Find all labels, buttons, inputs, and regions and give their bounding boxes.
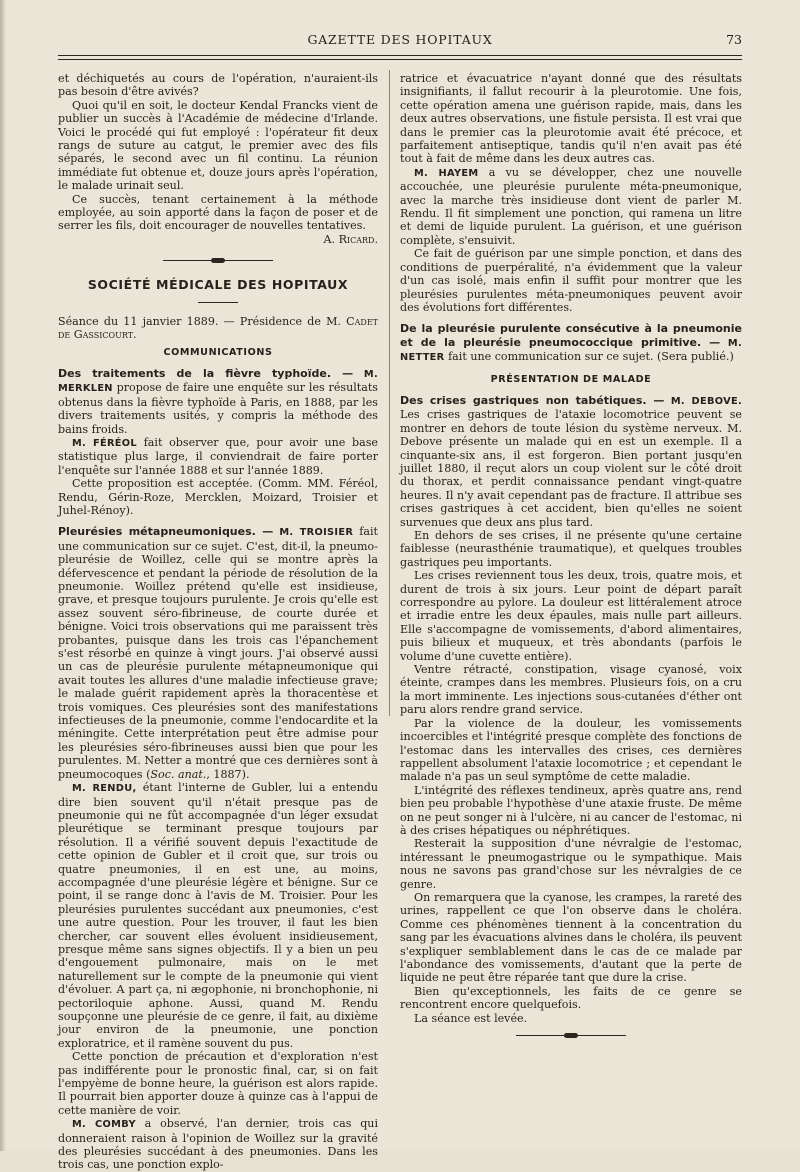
paragraph: et déchiquetés au cours de l'opération, n'auraient-ils pas besoin d'être avivés? — [58, 72, 378, 99]
reference: Soc. anat. — [150, 767, 207, 781]
spacer — [58, 517, 378, 525]
page-header — [58, 32, 742, 52]
communication-typhoide — [58, 367, 378, 436]
topic-title: Pleurésies métapneumoniques. — — [58, 525, 274, 539]
author-signature: A. Ricard. — [323, 232, 378, 246]
short-rule — [198, 302, 238, 303]
speaker-name: M. TROISIER — [279, 527, 354, 539]
page-binding-shadow — [0, 0, 6, 1151]
paragraph: Les crises reviennent tous les deux, trois, quatre mois, et durent de trois à six jours. Leur point de départ paraît correspondre au pylore. La douleur est littéralement atroce et irradie entre les deux épaules, mais nulle part ailleurs. Elle s'accompagne de vomissements, d'abord alimentaires, puis bilieux et muqueux, et très abondants (parfois le volume d'une cuvette entière). — [400, 569, 742, 663]
communication-netter — [400, 322, 742, 364]
paragraph: On remarquera que la cyanose, les crampes, la rareté des urines, rappellent ce que l'on observe dans le choléra. Comme ces phénomènes tiennent à la concentration du sang par les évacuations alvines dans le choléra, ils peuvent s'expliquer semblablement dans le cas de ce malade par l'abondance des vomissements, d'autant que la perte de liquide ne peut être réparée tant que dure la crise. — [400, 890, 742, 985]
paragraph-text: fait une communication sur ce sujet. C'est, dit-il, la pneumo-pleurésie de Woillez, celle qui se montre après la défervescence et pendant la période de résolution de la pneumonie. Woillez prétend qu'elle est insidieuse, grave, et presque toujours purulente. Je crois qu'elle est assez souvent séro-fibrineuse, de courte durée et bénigne. Voici trois observations qui me paraissent très probantes, puisque dans les trois cas l'épanchement s'est résorbé en quinze à vingt jours. J'ai observé aussi un cas de pleurésie purulente métapneumonique qui avait toutes les allures d'une maladie infectieuse grave; le malade guérit rapidement après la thoracentèse et trois vomiques. Ces pleurésies sont des manifestations infectieuses de la pneumonie, comme l'endocardite et la méningite. Cette interprétation peut être admise pour les pleurésies séro-fibrineuses aussi bien que pour les purulentes. M. Netter a montré que ces dernières sont à pneumocoques ( — [58, 525, 379, 781]
paragraph-text: propose de faire une enquête sur les résultats obtenus dans la fièvre typhoïde à Paris, en 1888, par les divers traitements usités, y compris la méthode des bains froids. — [58, 381, 379, 436]
header-double-rule — [58, 55, 742, 60]
subhead-communications: COMMUNICATIONS — [163, 346, 273, 358]
section-title: SOCIÉTÉ MÉDICALE DES HOPITAUX — [87, 277, 349, 293]
paragraph — [58, 436, 378, 477]
paragraph — [400, 166, 742, 247]
reference-end: , 1887). — [206, 767, 250, 781]
paragraph — [58, 1117, 378, 1172]
paragraph-text: a observé, l'an dernier, trois cas qui donneraient raison à l'opinion de Woillez sur la gravité des pleurésies succédant à des pneumonies. Dans les trois cas, une ponction explo- — [58, 1117, 378, 1172]
seance-president: Cadet de Gassicourt. — [58, 314, 378, 342]
paragraph-text: a vu se développer, chez une nouvelle accouchée, une pleurésie purulente méta-pneumonique, avec la marche très insidieuse dont vient de parler M. Rendu. Il fit simplement une ponction, qui ramena un litre et demi de liquide purulent. La guérison, et une guérison complète, s'ensuivit. — [400, 165, 742, 247]
ornament-center — [211, 258, 225, 263]
communication-pleuresies — [58, 525, 378, 781]
paragraph — [58, 781, 378, 1050]
speaker-name: M. DEBOVE. — [670, 395, 743, 407]
paragraph: ratrice et évacuatrice n'ayant donné que des résultats insignifiants, il fallut recourir à la pleurotomie. Une fois, cette opération amena une guérison rapide, mais, dans les deux autres observations, une fistule persista. Il est vrai que dans le premier cas la pleurotomie avait été précoce, et parfaitement antiseptique, tandis qu'il n'en avait pas été tout à fait de même dans les deux autres cas. — [400, 72, 742, 166]
speaker-name: M. COMBY — [72, 1119, 136, 1131]
section-ornament — [163, 258, 273, 264]
left-column — [58, 72, 379, 1172]
paragraph: Ce fait de guérison par une simple ponction, et dans des conditions de puerpéralité, n'a évidemment que la valeur d'un cas isolé, mais enfin il suffit pour montrer que les pleurésies purulentes méta-pneumoniques peuvent avoir des évolutions fort différentes. — [400, 247, 742, 314]
column-divider — [389, 70, 390, 716]
paragraph-text: étant l'interne de Gubler, lui a entendu dire bien souvent qu'il n'était presque pas de pneumonie qui ne fût accompagnée d'un léger exsudat pleurétique se terminant presque toujours par résolution. Il a vérifié souvent depuis l'exactitude de cette opinion de Gubler et il croit que, sur trois ou quatre pneumonies, il en est une, au moins, accompagnée d'une pleurésie légère et bénigne. Sur ce point, il se range donc à l'avis de M. Troisier. Pour les pleurésies purulentes succédant aux pneumonies, c'est une autre question. Pour les trouver, il faut les bien chercher, car souvent elles évoluent insidieusement, presque même sans signes objectifs. Il y a bien un peu d'engouement pulmonaire, mais on le met naturellement sur le compte de la pneumonie qui vient d'évoluer. A part ça, ni ægophonie, ni bronchophonie, ni pectoriloquie aphone. Aussi, quand M. Rendu soupçonne une pleurésie de ce genre, il fait, au dixième jour environ de la pneumonie, une ponction exploratrice, et il ramène souvent du pus. — [58, 781, 379, 1050]
running-title: GAZETTE DES HOPITAUX — [307, 32, 493, 47]
paragraph-text: fait observer que, pour avoir une base statistique plus large, il conviendrait de faire porter l'enquête sur l'année 1888 et sur l'année 1889. — [58, 435, 378, 477]
paragraph: En dehors de ses crises, il ne présente qu'une certaine faiblesse (neurasthénie traumatique), et quelques troubles gastriques peu importants. — [400, 529, 742, 569]
speaker-name: M. RENDU, — [72, 783, 137, 795]
paragraph: Cette proposition est acceptée. (Comm. MM. Féréol, Rendu, Gérin-Roze, Mercklen, Moizard, Troisier et Juhel-Rénoy). — [58, 477, 378, 517]
paragraph: Quoi qu'il en soit, le docteur Kendal Francks vient de publier un succès à l'Académie de médecine d'Irlande. Voici le procédé qui fut employé : l'opérateur fit deux rangs de suture au catgut, le premier avec des fils séparés, le second avec un fil continu. La réunion immédiate fut obtenue et, douze jours après l'opération, le malade urinait seul. — [58, 98, 378, 193]
paragraph-text: Ce succès, tenant certainement à la méthode employée, au soin apporté dans la façon de poser et de serrer les fils, doit encourager de nouvelles tentatives. — [58, 192, 378, 233]
subhead-presentation: PRÉSENTATION DE MALADE — [490, 373, 652, 385]
communication-debove — [400, 394, 742, 529]
seance-text: Séance du 11 janvier 1889. — Présidence de M. — [58, 314, 341, 328]
paragraph-text: fait une communication sur ce sujet. (Sera publié.) — [448, 350, 734, 364]
topic-title: Des traitements de la fièvre typhoïde. — — [58, 366, 354, 380]
end-ornament — [516, 1033, 626, 1039]
paragraph: Par la violence de la douleur, les vomissements incoercibles et l'intégrité presque complète des fonctions de l'estomac dans les intervalles des crises, ces dernières rappellent absolument l'ataxie locomotrice ; et cependant le malade n'a pas un seul symptôme de cette maladie. — [400, 716, 742, 784]
paragraph: Ventre rétracté, constipation, visage cyanosé, voix éteinte, crampes dans les membres. Plusieurs fois, on a cru la mort imminente. Les injections sous-cutanées d'éther ont paru alors rendre grand service. — [400, 663, 742, 717]
speaker-name: M. FÉRÉOL — [72, 437, 137, 449]
paragraph — [58, 193, 378, 247]
speaker-name: M. MERKLEN — [58, 368, 378, 395]
speaker-name: M. HAYEM — [414, 167, 479, 179]
speaker-name: M. NETTER — [400, 337, 742, 364]
paragraph: Resterait la supposition d'une névralgie de l'estomac, intéressant le pneumogastrique ou le sympathique. Mais nous ne savons pas grand'chose sur les névralgies de ce genre. — [400, 837, 742, 891]
paragraph-text: Les crises gastriques de l'ataxie locomotrice peuvent se montrer en dehors de toute lésion du système nerveux. M. Debove présente un malade qui en est un exemple. Il a cinquante-six ans, il est forgeron. Bien portant jusqu'en juillet 1880, il reçut alors un coup violent sur le côté droit du thorax, et perdit connaissance pendant vingt-quatre heures. Il n'y avait cependant pas de fracture. Il attribue ses crises gastriques à cet accident, bien qu'elles ne soient survenues que deux ans plus tard. — [400, 408, 742, 529]
page-number: 73 — [726, 32, 742, 47]
paragraph: L'intégrité des réflexes tendineux, après quatre ans, rend bien peu probable l'hypothèse d'une ataxie fruste. De même on ne peut songer ni à l'ulcère, ni au cancer de l'estomac, ni à des crises hépatiques ou néphrétiques. — [400, 783, 742, 837]
topic-title: Des crises gastriques non tabétiques. — — [400, 393, 665, 407]
paragraph: Cette ponction de précaution et d'exploration n'est pas indifférente pour le pronostic final, car, si on fait l'empyème de bonne heure, la guérison est alors rapide. Il pourrait bien apporter douze à quinze cas à l'appui de cette manière de voir. — [58, 1050, 378, 1117]
right-column — [400, 72, 742, 1122]
spacer — [400, 314, 742, 322]
paragraph: La séance est levée. — [414, 1011, 528, 1025]
topic-title: De la pleurésie purulente consécutive à la pneumonie et de la pleurésie pneumococcique primitive. — — [400, 322, 742, 349]
paragraph: Bien qu'exceptionnels, les faits de ce genre se rencontrent encore quelquefois. — [400, 984, 742, 1012]
ornament-center — [564, 1033, 578, 1038]
seance-line — [58, 315, 378, 342]
